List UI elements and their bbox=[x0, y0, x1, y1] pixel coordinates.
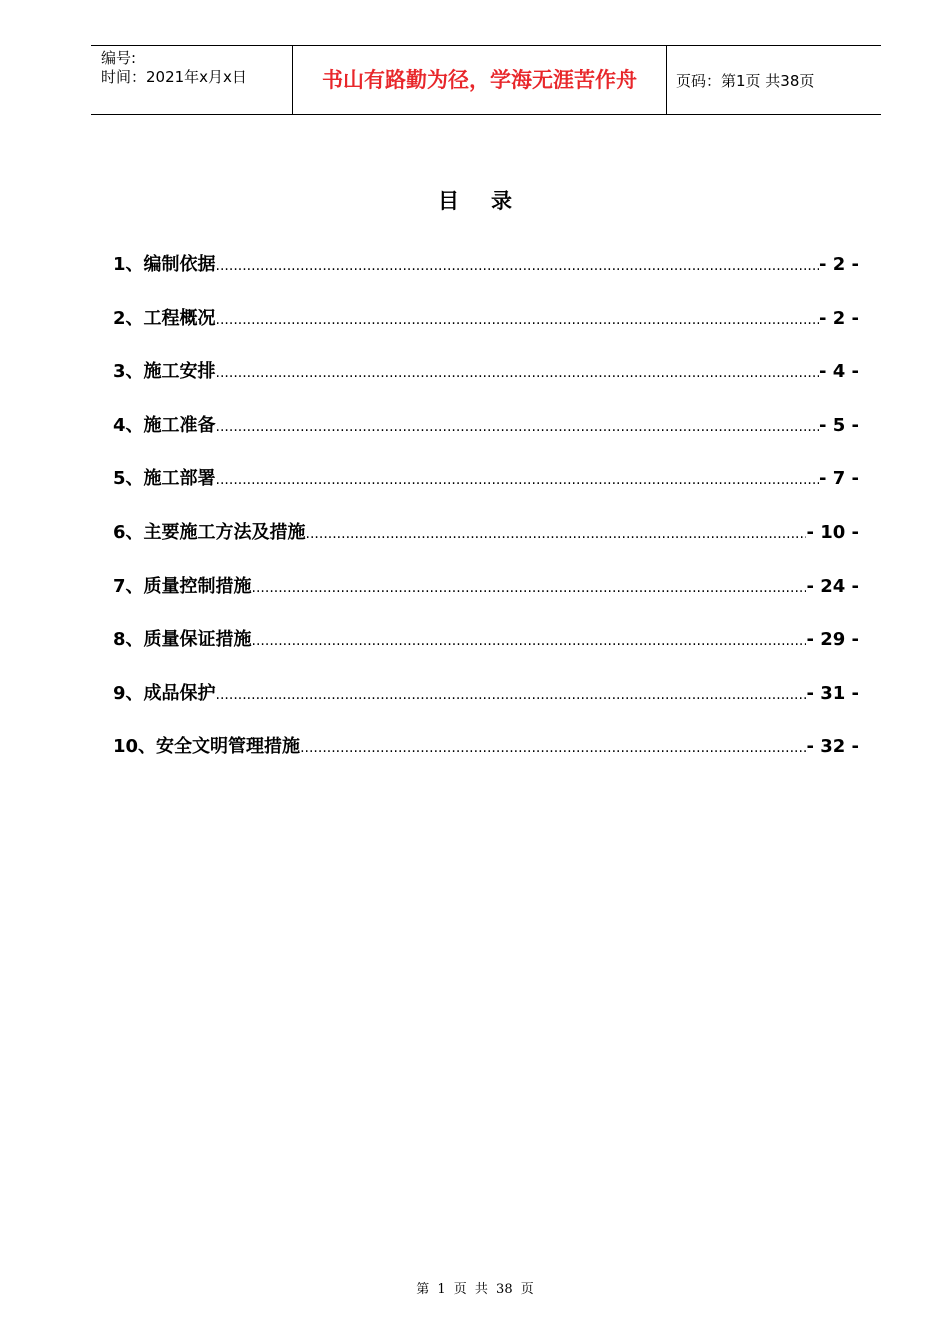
toc-entry-page: - 31 - bbox=[806, 682, 859, 704]
toc-entry-page: - 4 - bbox=[819, 361, 859, 383]
toc-entry[interactable] bbox=[113, 413, 859, 467]
toc-title: 目录 bbox=[438, 189, 544, 213]
document-number-label: 编号: bbox=[101, 49, 137, 67]
toc-dot-leader bbox=[306, 521, 807, 547]
toc-entry[interactable] bbox=[113, 734, 859, 788]
toc-dot-leader bbox=[300, 735, 806, 761]
toc-entry[interactable] bbox=[113, 574, 859, 628]
toc-entry-page: - 32 - bbox=[806, 736, 859, 758]
toc-entry-label: 7、质量控制措施 bbox=[113, 575, 252, 597]
header-meta-cell bbox=[91, 46, 293, 114]
page-footer: 第 1 页 共 38 页 bbox=[416, 1282, 534, 1297]
toc-entry-page: - 2 - bbox=[819, 307, 859, 329]
toc-entry-label: 3、施工安排 bbox=[113, 361, 216, 383]
toc-entry[interactable] bbox=[113, 466, 859, 520]
header-page-cell bbox=[667, 46, 881, 114]
toc-dot-leader bbox=[216, 253, 819, 279]
toc-dot-leader bbox=[252, 628, 807, 654]
toc-entry[interactable] bbox=[113, 681, 859, 735]
toc-entry-label: 1、编制依据 bbox=[113, 254, 216, 275]
header-motto-cell bbox=[293, 46, 667, 114]
toc-entry-page: - 7 - bbox=[819, 468, 859, 490]
toc-entry[interactable] bbox=[113, 520, 859, 574]
toc-dot-leader bbox=[252, 575, 807, 601]
toc-entry-label: 10、安全文明管理措施 bbox=[113, 736, 301, 758]
toc-dot-leader bbox=[216, 307, 819, 333]
header-motto: 书山有路勤为径，学海无涯苦作舟 bbox=[322, 67, 637, 92]
toc-dot-leader bbox=[216, 414, 819, 440]
document-time-label: 时间：2021年x月x日 bbox=[101, 68, 247, 86]
toc-entry-page: - 2 - bbox=[819, 254, 859, 275]
toc-entry-page: - 10 - bbox=[806, 521, 859, 543]
toc-entry[interactable] bbox=[113, 306, 859, 360]
header-page-number: 页码：第1页 共38页 bbox=[676, 72, 815, 90]
table-of-contents bbox=[113, 252, 859, 788]
toc-dot-leader bbox=[216, 360, 819, 386]
toc-entry-label: 2、工程概况 bbox=[113, 307, 216, 329]
toc-entry-page: - 5 - bbox=[819, 414, 859, 436]
toc-entry[interactable] bbox=[113, 252, 859, 306]
toc-entry-label: 9、成品保护 bbox=[113, 682, 216, 704]
toc-entry-label: 5、施工部署 bbox=[113, 468, 216, 490]
toc-entry-page: - 29 - bbox=[806, 629, 859, 651]
toc-entry[interactable] bbox=[113, 627, 859, 681]
toc-entry-label: 4、施工准备 bbox=[113, 414, 216, 436]
toc-dot-leader bbox=[216, 467, 819, 493]
toc-dot-leader bbox=[216, 682, 807, 708]
toc-entry-label: 8、质量保证措施 bbox=[113, 629, 252, 651]
toc-entry-label: 6、主要施工方法及措施 bbox=[113, 521, 306, 543]
toc-entry-page: - 24 - bbox=[806, 575, 859, 597]
document-header bbox=[91, 45, 881, 115]
toc-entry[interactable] bbox=[113, 359, 859, 413]
